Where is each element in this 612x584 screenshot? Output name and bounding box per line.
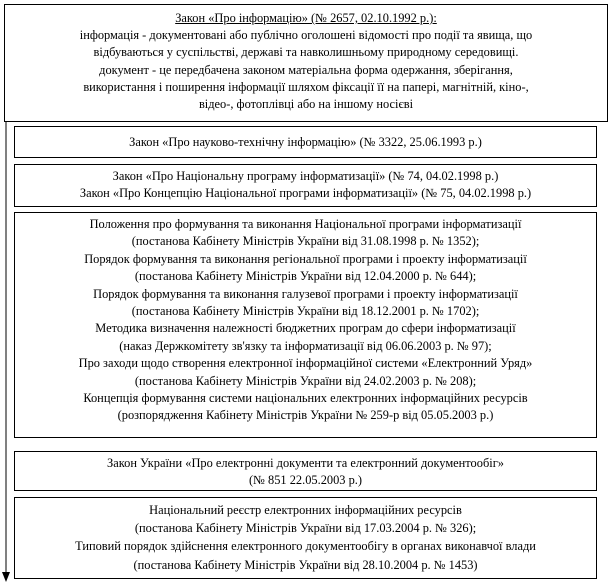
law-electronic-documents-line: Закон України «Про електронні документи та електронний документообіг»	[107, 456, 504, 470]
regulation-line: Про заходи щодо створення електронної інформаційної системи «Електронний Уряд»	[78, 356, 533, 371]
law-information-title: Закон «Про інформацію» (№ 2657, 02.10.1992 р.):	[175, 11, 437, 25]
regulation-line: (постанова Кабінету Міністрів України від 18.12.2001 р. № 1702);	[131, 304, 480, 319]
law-national-program-line: Закон «Про Національну програму інформатизації» (№ 74, 04.02.1998 р.)	[112, 169, 499, 183]
law-scientific-technical-line: Закон «Про науково-технічну інформацію» (№ 3322, 25.06.1993 р.)	[129, 135, 482, 149]
electronic-resources-line: Національний реєстр електронних інформаційних ресурсів	[149, 503, 462, 517]
law-electronic-documents-line: (№ 851 22.05.2003 р.)	[248, 473, 362, 488]
electronic-resources-line: Типовий порядок здійснення електронного документообігу в органах виконавчої влади	[75, 539, 536, 554]
electronic-resources-line: (постанова Кабінету Міністрів України від 28.10.2004 р. № 1453)	[133, 557, 478, 572]
laws-informatization-box	[14, 164, 597, 207]
law-information-line: відбуваються у суспільстві, державі та навколишньому природному середовищі.	[93, 45, 519, 60]
regulation-line: Порядок формування та виконання галузевої програми і проекту інформатизації	[93, 286, 518, 301]
regulation-line: (постанова Кабінету Міністрів України від 31.08.1998 р. № 1352);	[131, 234, 480, 249]
law-scientific-technical-box	[14, 126, 597, 158]
electronic-resources-box	[14, 497, 597, 579]
regulation-line: Концепція формування системи національних електронних інформаційних ресурсів	[83, 391, 528, 406]
regulations-box	[14, 212, 597, 438]
law-information-box	[4, 4, 608, 122]
timeline-arrowhead	[2, 572, 10, 582]
electronic-resources-line: (постанова Кабінету Міністрів України від 17.03.2004 р. № 326);	[134, 521, 477, 536]
law-information-line: використання і поширення інформації шляхом фіксації її на папері, магнітній, кіно-,	[83, 79, 529, 94]
regulation-line: (постанова Кабінету Міністрів України від 12.04.2000 р. № 644);	[134, 269, 477, 284]
regulation-line: (розпорядження Кабінету Міністрів України № 259-р від 05.05.2003 р.)	[117, 408, 494, 423]
regulation-line: (постанова Кабінету Міністрів України від 24.02.2003 р. № 208);	[134, 373, 477, 388]
regulation-line: Методика визначення належності бюджетних програм до сфери інформатизації	[95, 321, 516, 336]
regulation-line: Положення про формування та виконання Національної програми інформатизації	[89, 217, 522, 231]
regulation-line: Порядок формування та виконання регіональної програми і проекту інформатизації	[84, 251, 527, 266]
law-information-line: документ - це передбачена законом матеріальна форма одержання, зберігання,	[99, 62, 513, 77]
law-electronic-documents-box	[14, 451, 597, 491]
law-program-concept-line: Закон «Про Концепцію Національної програми інформатизації» (№ 75, 04.02.1998 р.)	[79, 186, 532, 201]
law-information-line: інформація - документовані або публічно оголошені відомості про події та явища, що	[79, 28, 533, 43]
law-information-line: відео-, фотоплівці або на іншому носієві	[198, 97, 414, 112]
regulation-line: (наказ Держкомітету зв'язку та інформатизації від 06.06.2003 р. № 97);	[119, 338, 492, 353]
